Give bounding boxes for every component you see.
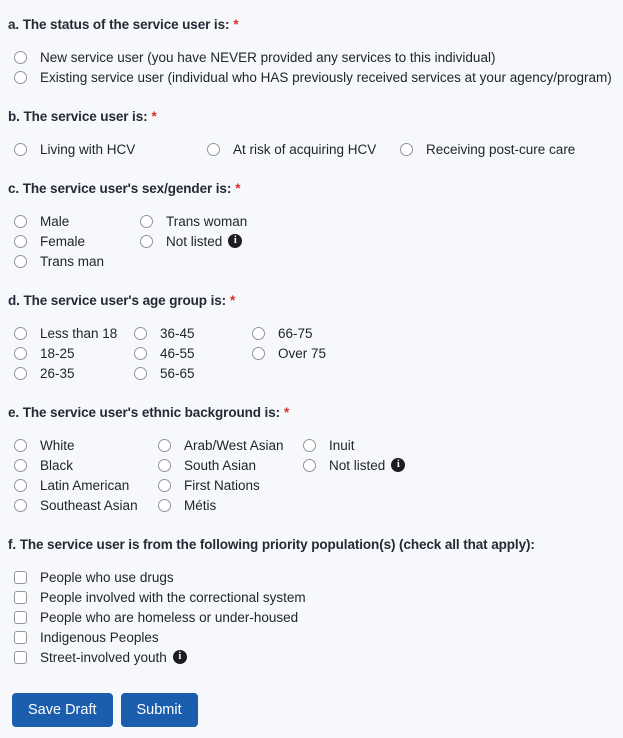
radio-option-latin-american[interactable]	[14, 475, 158, 495]
option-label: Female	[40, 233, 86, 249]
radio-button-icon[interactable]	[14, 255, 27, 268]
section-e-ethnic-background	[0, 403, 623, 515]
section-f-priority-populations	[0, 535, 623, 667]
radio-button-icon[interactable]	[14, 459, 27, 472]
radio-button-icon[interactable]	[14, 327, 27, 340]
option-label: 26-35	[40, 365, 75, 381]
radio-button-icon[interactable]	[140, 235, 153, 248]
question-c-text: c. The service user's sex/gender is:	[8, 181, 232, 196]
checkbox-icon[interactable]	[14, 571, 27, 584]
radio-button-icon[interactable]	[158, 459, 171, 472]
radio-group-status	[14, 47, 623, 87]
submit-button[interactable]: Submit	[121, 693, 198, 727]
radio-option-female[interactable]	[14, 231, 140, 251]
radio-option-age-66-75[interactable]	[252, 323, 623, 343]
checkbox-option-correctional-system[interactable]	[14, 587, 623, 607]
option-label: Over 75	[278, 345, 327, 361]
radio-option-age-lt18[interactable]	[14, 323, 134, 343]
radio-button-icon[interactable]	[14, 215, 27, 228]
section-b-hcv-status	[0, 107, 623, 159]
option-label: Less than 18	[40, 325, 118, 341]
radio-group-sex-gender	[14, 211, 623, 271]
checkbox-option-homeless[interactable]	[14, 607, 623, 627]
option-label: Trans man	[40, 253, 105, 269]
required-asterisk: *	[230, 293, 236, 308]
radio-button-icon[interactable]	[158, 499, 171, 512]
option-label: Arab/West Asian	[184, 437, 284, 453]
question-b-label	[8, 107, 623, 127]
radio-option-new-user[interactable]	[14, 47, 623, 67]
option-label: South Asian	[184, 457, 257, 473]
radio-option-metis[interactable]	[158, 495, 303, 515]
question-b-text: b. The service user is:	[8, 109, 148, 124]
radio-button-icon[interactable]	[303, 439, 316, 452]
option-label: 36-45	[160, 325, 195, 341]
checkbox-icon[interactable]	[14, 651, 27, 664]
radio-button-icon[interactable]	[14, 235, 27, 248]
option-label: White	[40, 437, 75, 453]
question-e-label	[8, 403, 623, 423]
radio-option-age-46-55[interactable]	[134, 343, 252, 363]
radio-button-icon[interactable]	[134, 327, 147, 340]
radio-group-ethnicity	[14, 435, 623, 515]
option-label: 66-75	[278, 325, 313, 341]
radio-button-icon[interactable]	[158, 439, 171, 452]
info-icon[interactable]: i	[173, 650, 187, 664]
radio-option-arab-west-asian[interactable]	[158, 435, 303, 455]
option-label: Inuit	[329, 437, 355, 453]
question-a-label	[8, 15, 623, 35]
radio-option-age-56-65[interactable]	[134, 363, 252, 383]
required-asterisk: *	[235, 181, 241, 196]
question-c-label	[8, 179, 623, 199]
section-a-status	[0, 15, 623, 87]
radio-option-first-nations[interactable]	[158, 475, 303, 495]
radio-option-not-listed-ethnicity[interactable]	[303, 455, 623, 475]
radio-button-icon[interactable]	[252, 347, 265, 360]
radio-button-icon[interactable]	[252, 327, 265, 340]
required-asterisk: *	[284, 405, 290, 420]
radio-button-icon[interactable]	[14, 143, 27, 156]
checkbox-option-street-involved-youth[interactable]	[14, 647, 623, 667]
radio-button-icon[interactable]	[207, 143, 220, 156]
section-c-sex-gender	[0, 179, 623, 271]
radio-button-icon[interactable]	[14, 439, 27, 452]
option-label: People who use drugs	[40, 569, 174, 585]
option-label: Street-involved youth	[40, 649, 167, 665]
radio-option-age-36-45[interactable]	[134, 323, 252, 343]
option-label: 56-65	[160, 365, 195, 381]
option-label: Receiving post-cure care	[426, 141, 576, 157]
section-d-age-group	[0, 291, 623, 383]
option-label: At risk of acquiring HCV	[233, 141, 377, 157]
option-label: People who are homeless or under-housed	[40, 609, 299, 625]
option-label: 46-55	[160, 345, 195, 361]
radio-option-southeast-asian[interactable]	[14, 495, 158, 515]
radio-option-south-asian[interactable]	[158, 455, 303, 475]
question-f-text: f. The service user is from the following priority population(s) (check all that apply):	[8, 537, 535, 552]
radio-option-age-18-25[interactable]	[14, 343, 134, 363]
option-label: Male	[40, 213, 70, 229]
radio-button-icon[interactable]	[140, 215, 153, 228]
radio-option-not-listed-gender[interactable]	[140, 231, 623, 251]
required-asterisk: *	[151, 109, 157, 124]
form-actions	[12, 693, 623, 727]
checkbox-option-use-drugs[interactable]	[14, 567, 623, 587]
option-label: Existing service user (individual who HAS previously received services at your agency/program)	[40, 69, 612, 85]
checkbox-icon[interactable]	[14, 611, 27, 624]
option-label: Trans woman	[166, 213, 248, 229]
radio-option-post-cure[interactable]	[400, 139, 575, 159]
question-e-text: e. The service user's ethnic background is:	[8, 405, 281, 420]
option-label: First Nations	[184, 477, 260, 493]
option-label: Not listed	[166, 233, 223, 249]
radio-option-age-26-35[interactable]	[14, 363, 134, 383]
required-asterisk: *	[233, 17, 239, 32]
radio-option-living-with-hcv[interactable]	[14, 139, 207, 159]
option-label: People involved with the correctional system	[40, 589, 306, 605]
radio-button-icon[interactable]	[158, 479, 171, 492]
radio-option-age-over-75[interactable]	[252, 343, 623, 363]
radio-option-at-risk[interactable]	[207, 139, 400, 159]
question-a-text: a. The status of the service user is:	[8, 17, 230, 32]
radio-button-icon[interactable]	[134, 347, 147, 360]
option-label: Indigenous Peoples	[40, 629, 159, 645]
save-draft-button[interactable]: Save Draft	[12, 693, 113, 727]
radio-button-icon[interactable]	[14, 71, 27, 84]
radio-option-white[interactable]	[14, 435, 158, 455]
option-label: Not listed	[329, 457, 386, 473]
radio-group-hcv-status	[14, 139, 623, 159]
radio-option-trans-woman[interactable]	[140, 211, 623, 231]
option-label: Latin American	[40, 477, 130, 493]
radio-button-icon[interactable]	[303, 459, 316, 472]
radio-button-icon[interactable]	[14, 347, 27, 360]
option-label: Southeast Asian	[40, 497, 138, 513]
question-d-label	[8, 291, 623, 311]
option-label: Living with HCV	[40, 141, 136, 157]
checkbox-option-indigenous[interactable]	[14, 627, 623, 647]
option-label: 18-25	[40, 345, 75, 361]
info-icon[interactable]: i	[228, 234, 242, 248]
radio-button-icon[interactable]	[14, 367, 27, 380]
radio-option-black[interactable]	[14, 455, 158, 475]
checkbox-group-priority	[14, 567, 623, 667]
radio-button-icon[interactable]	[14, 479, 27, 492]
radio-button-icon[interactable]	[400, 143, 413, 156]
radio-button-icon[interactable]	[14, 499, 27, 512]
question-d-text: d. The service user's age group is:	[8, 293, 227, 308]
question-f-label	[8, 535, 623, 555]
option-label: New service user (you have NEVER provided any services to this individual)	[40, 49, 496, 65]
info-icon[interactable]: i	[391, 458, 405, 472]
radio-button-icon[interactable]	[134, 367, 147, 380]
radio-option-inuit[interactable]	[303, 435, 623, 455]
radio-group-age	[14, 323, 623, 383]
checkbox-icon[interactable]	[14, 591, 27, 604]
option-label: Métis	[184, 497, 217, 513]
checkbox-icon[interactable]	[14, 631, 27, 644]
option-label: Black	[40, 457, 74, 473]
radio-option-male[interactable]	[14, 211, 140, 231]
radio-option-trans-man[interactable]	[14, 251, 140, 271]
radio-option-existing-user[interactable]	[14, 67, 623, 87]
radio-button-icon[interactable]	[14, 51, 27, 64]
